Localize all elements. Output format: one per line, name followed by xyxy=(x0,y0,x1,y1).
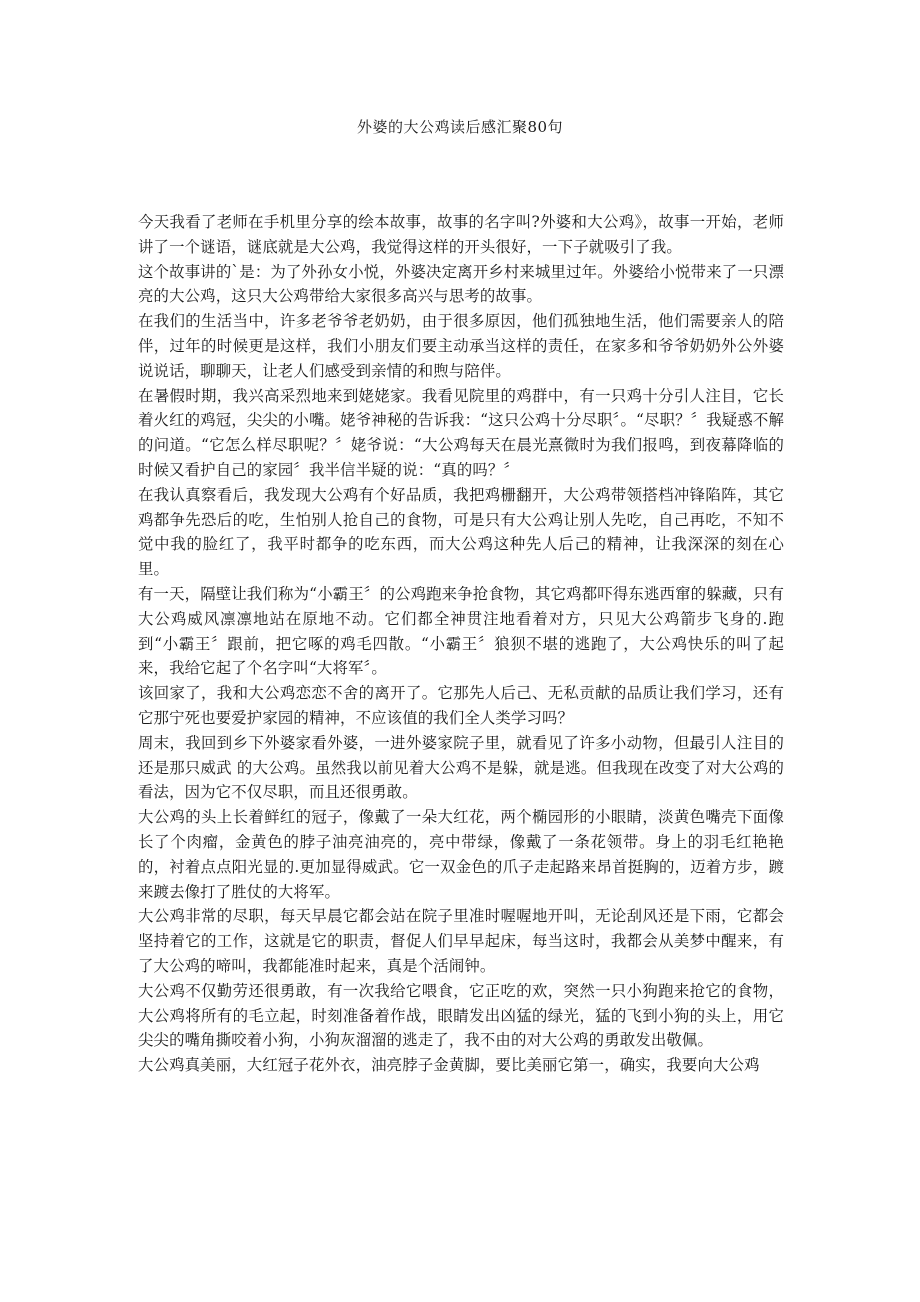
document-title: 外婆的大公鸡读后感汇聚80句 xyxy=(356,118,564,136)
paragraph: 大公鸡的头上长着鲜红的冠子，像戴了一朵大红花，两个椭园形的小眼睛，淡黄色嘴壳下面像长了个肉瘤，金黄色的脖子油亮油亮的，亮中带绿，像戴了一条花领带。身上的羽毛红艳艳的，衬着点点阳光显的.更加显得威武。它一双金色的爪子走起路来昂首挺胸的，迈着方步，踱来踱去像打了胜仗的大将军。 xyxy=(138,808,784,901)
paragraph: 今天我看了老师在手机里分享的绘本故事，故事的名字叫?外婆和大公鸡》，故事一开始，老师讲了一个谜语，谜底就是大公鸡，我觉得这样的开头很好，一下子就吸引了我。 xyxy=(138,213,784,256)
paragraph: 在我认真察看后，我发现大公鸡有个好品质，我把鸡栅翻开，大公鸡带领搭档冲锋陷阵，其它鸡都争先恐后的吃，生怕别人抢自己的食物，可是只有大公鸡让别人先吃，自己再吃，不知不觉中我的脸红了，我平时都争的吃东西，而大公鸡这种先人后己的精神，让我深深的刻在心里。 xyxy=(138,485,784,579)
paragraph: 在我们的生活当中，许多老爷爷老奶奶，由于很多原因，他们孤独地生活，他们需要亲人的陪伴，过年的时候更是这样，我们小朋友们要主动承当这样的责任，在家多和爷爷奶奶外公外婆说说话，聊聊天，让老人们感受到亲情的和煦与陪伴。 xyxy=(138,312,784,380)
document-body xyxy=(138,210,784,1078)
paragraph: 周末，我回到乡下外婆家看外婆，一进外婆家院子里，就看见了许多小动物，但最引人注目的还是那只威武 的大公鸡。虽然我以前见着大公鸡不是躲，就是逃。但我现在改变了对大公鸡的看法，因为它不仅尽职，而且还很勇敢。 xyxy=(138,733,784,802)
paragraph: 该回家了，我和大公鸡恋恋不舍的离开了。它那先人后己、无私贡献的品质让我们学习，还有它那宁死也要爱护家园的精神，不应该值的我们全人类学习吗？ xyxy=(138,684,784,727)
paragraph: 在暑假时期，我兴高采烈地来到姥姥家。我看见院里的鸡群中，有一只鸡十分引人注目，它长着火红的鸡冠，尖尖的小嘴。姥爷神秘的告诉我：“这只公鸡十分尽职〞。“尽职？〞我疑惑不解的问道。“它怎么样尽职呢？〞姥爷说：“大公鸡每天在晨光熹微时为我们报鸣，到夜幕降临的时候又看护自己的家园〞我半信半疑的说：“真的吗？〞 xyxy=(138,386,784,479)
paragraph: 大公鸡不仅勤劳还很勇敢，有一次我给它喂食，它正吃的欢，突然一只小狗跑来抢它的食物，大公鸡将所有的毛立起，时刻准备着作战，眼睛发出凶猛的绿光，猛的飞到小狗的头上，用它尖尖的嘴角撕咬着小狗，小狗灰溜溜的逃走了，我不由的对大公鸡的勇敢发出敬佩。 xyxy=(138,981,784,1050)
paragraph: 大公鸡非常的尽职，每天早晨它都会站在院子里准时喔喔地开叫，无论刮风还是下雨，它都会坚持着它的工作，这就是它的职责，督促人们早早起床，每当这时，我都会从美梦中醒来，有了大公鸡的啼叫，我都能准时起来，真是个活闹钟。 xyxy=(138,907,784,975)
paragraph: 这个故事讲的`是：为了外孙女小悦，外婆决定离开乡村来城里过年。外婆给小悦带来了一只漂亮的大公鸡，这只大公鸡带给大家很多高兴与思考的故事。 xyxy=(138,262,784,306)
paragraph: 有一天，隔壁让我们称为“小霸王〞的公鸡跑来争抢食物，其它鸡都吓得东逃西窜的躲藏，只有大公鸡威风凛凛地站在原地不动。它们都全神贯注地看着对方，只见大公鸡箭步飞身的.跑到“小霸王〞跟前，把它啄的鸡毛四散。“小霸王〞狼狈不堪的逃跑了，大公鸡快乐的叫了起来，我给它起了个名字叫“大将军〞。 xyxy=(138,584,784,678)
paragraph: 大公鸡真美丽，大红冠子花外衣，油亮脖子金黄脚，要比美丽它第一，确实，我要向大公鸡 xyxy=(138,1056,760,1075)
